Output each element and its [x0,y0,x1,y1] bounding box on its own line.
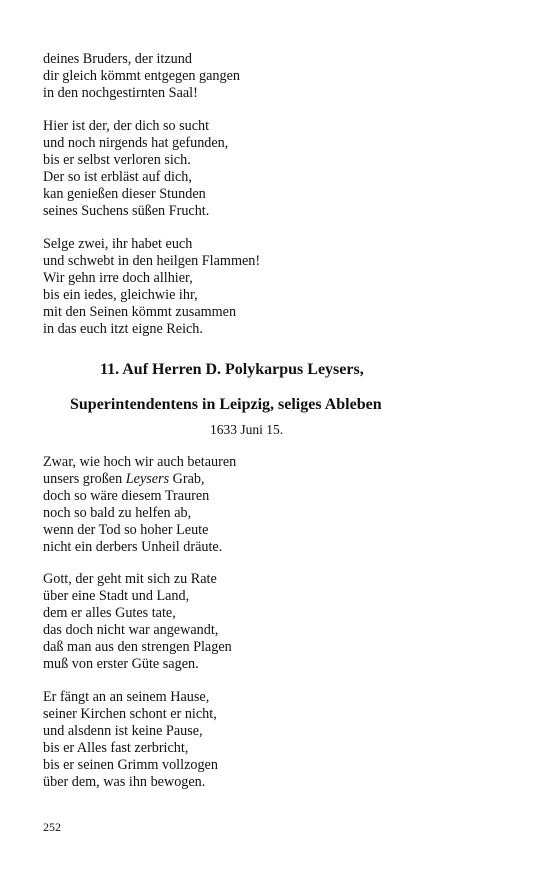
verse-text: Grab, [169,470,205,487]
verse-line: kan genießen dieser Stunden [43,185,206,202]
verse-line: und noch nirgends hat gefunden, [43,134,229,151]
stanza-3 [43,236,260,337]
verse-line: nicht ein derbers Unheil dräute. [43,538,223,555]
stanza-6 [43,689,218,790]
verse-line: Zwar, wie hoch wir auch betauren [43,454,237,470]
verse-line: Selge zwei, ihr habet euch [43,236,193,252]
verse-line: deines Bruders, der itzund [43,51,192,67]
verse-text: unsers großen [43,470,126,487]
verse-line: wenn der Tod so hoher Leute [43,521,209,538]
verse-line: Der so ist erbläst auf dich, [43,168,192,185]
verse-line: mit den Seinen kömmt zusammen [43,303,237,320]
verse-line: das doch nicht war angewandt, [43,621,219,638]
verse-line: Hier ist der, der dich so sucht [43,118,210,134]
stanza-4 [43,454,236,555]
verse-line: und alsdenn ist keine Pause, [43,722,203,739]
verse-line: in das euch itzt eigne Reich. [43,320,203,337]
verse-line: über dem, was ihn bewogen. [43,773,206,790]
stanza-5 [43,571,232,672]
verse-line: seines Suchens süßen Frucht. [43,202,210,219]
verse-line: daß man aus den strengen Plagen [43,638,232,655]
verse-line: dir gleich kömmt entgegen gangen [43,67,240,84]
verse-line: Gott, der geht mit sich zu Rate [43,571,217,587]
verse-line: bis er selbst verloren sich. [43,151,191,168]
verse-line: muß von erster Güte sagen. [43,655,199,672]
verse-line: bis er Alles fast zerbricht, [43,739,189,756]
poem-title: 11. Auf Herren D. Polykarpus Leysers, [100,361,364,378]
verse-line: Wir gehn irre doch allhier, [43,269,193,286]
verse-line-with-italic [43,471,236,488]
verse-line: und schwebt in den heilgen Flammen! [43,252,261,269]
verse-line: in den nochgestirnten Saal! [43,84,198,101]
verse-line: bis er seinen Grimm vollzogen [43,756,218,773]
verse-line: dem er alles Gutes tate, [43,604,176,621]
verse-line: bis ein iedes, gleichwie ihr, [43,286,198,303]
italic-name: Leysers [125,470,170,487]
poem-subtitle: Superintendentens in Leipzig, seliges Ableben [70,396,382,413]
stanza-1 [43,51,240,102]
verse-line: seiner Kirchen schont er nicht, [43,705,217,722]
verse-line: doch so wäre diesem Trauren [43,487,210,504]
verse-line: über eine Stadt und Land, [43,587,190,604]
poem-date: 1633 Juni 15. [210,422,284,437]
page-number: 252 [43,820,61,834]
stanza-2 [43,118,228,219]
verse-line: Er fängt an an seinem Hause, [43,689,210,705]
verse-line: noch so bald zu helfen ab, [43,504,192,521]
